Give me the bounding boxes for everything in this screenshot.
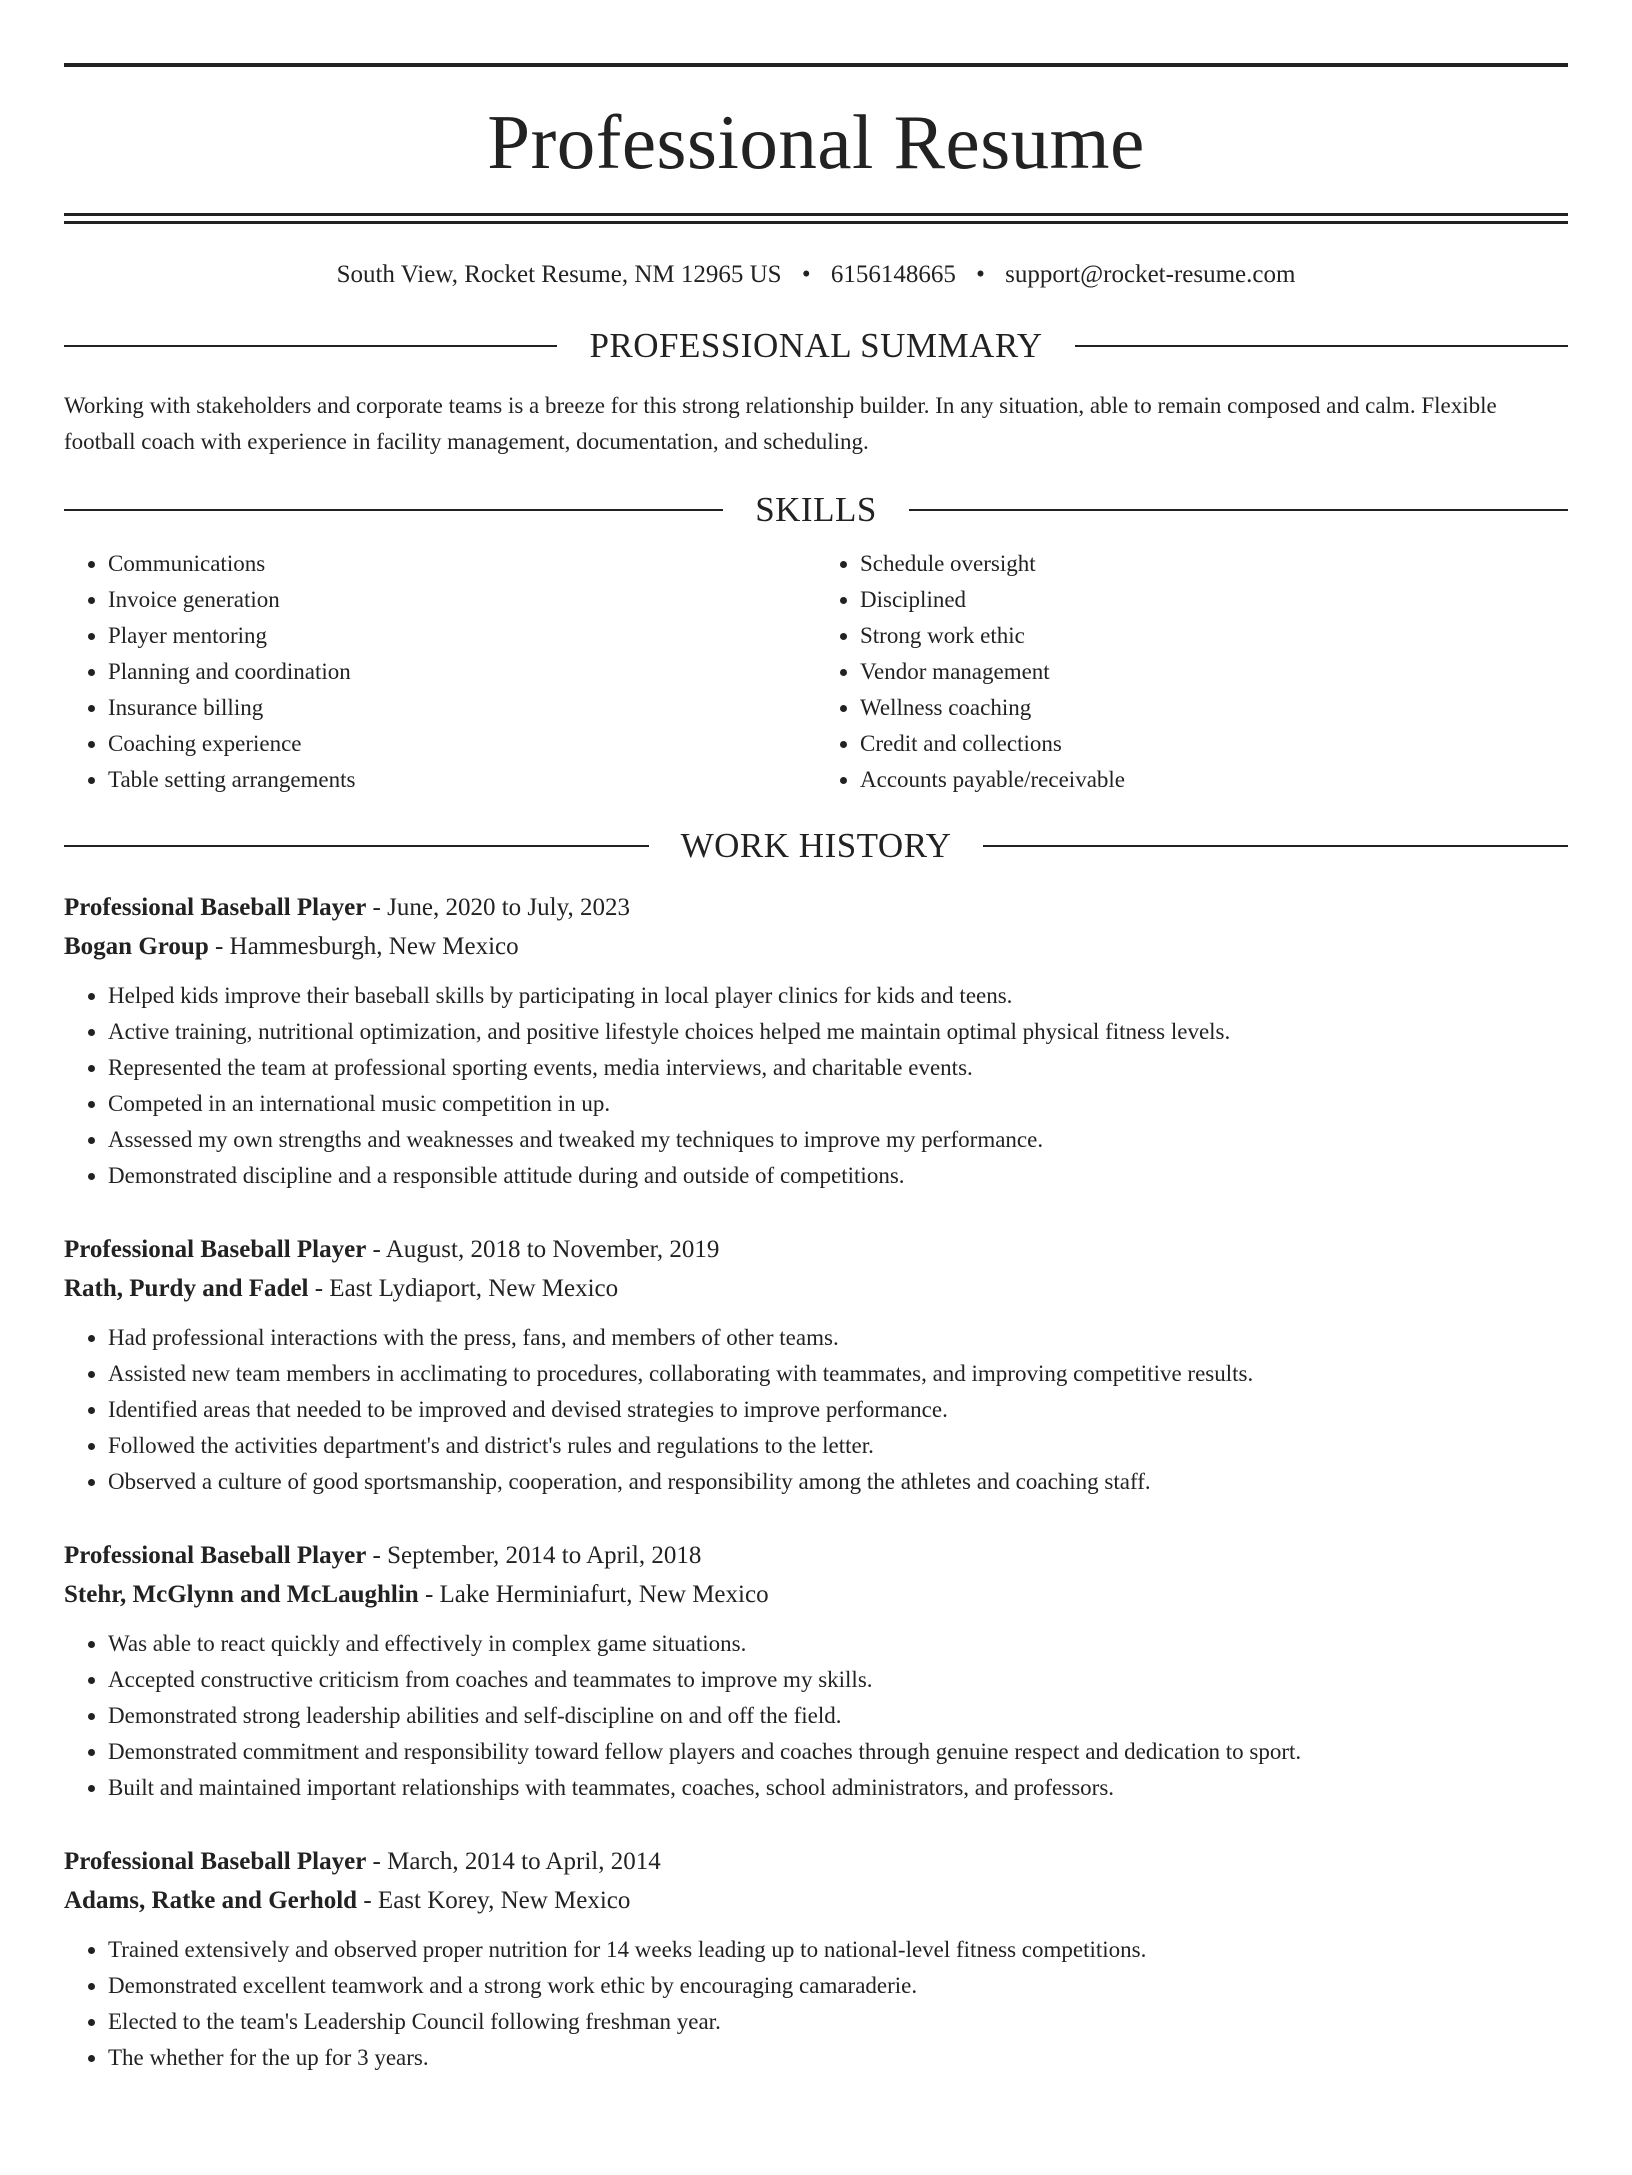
skill-item: • Planning and coordination (108, 654, 816, 690)
job-location: - East Korey, New Mexico (357, 1887, 631, 1914)
job-title-line (64, 1230, 1568, 1269)
skill-item: • Schedule oversight (860, 546, 1568, 582)
job-dates: - August, 2018 to November, 2019 (366, 1236, 720, 1263)
contact-line (64, 260, 1568, 290)
job-bullet: • Observed a culture of good sportsmanship, cooperation, and responsibility among the athletes and coaching staff. (108, 1464, 1568, 1500)
heading-rule-left (64, 345, 557, 347)
skill-item: • Credit and collections (860, 726, 1568, 762)
skills-heading-label: SKILLS (755, 490, 877, 529)
skill-item: • Disciplined (860, 582, 1568, 618)
contact-separator: • (801, 261, 811, 288)
job-location: - Hammesburgh, New Mexico (208, 933, 519, 960)
top-rule (64, 63, 1568, 67)
job-company-line (64, 927, 1568, 966)
job-bullet: • Represented the team at professional sporting events, media interviews, and charitable events. (108, 1050, 1568, 1086)
skills-section-heading (64, 490, 1568, 530)
job-bullet: • Demonstrated commitment and responsibility toward fellow players and coaches through genuine respect and dedication to sport. (108, 1734, 1568, 1770)
skill-item: • Communications (108, 546, 816, 582)
work-history-section-heading (64, 826, 1568, 866)
job-company-line (64, 1881, 1568, 1920)
job-company: Bogan Group (64, 933, 209, 960)
job-entry (64, 1230, 1568, 1500)
skill-item: • Accounts payable/receivable (860, 762, 1568, 798)
job-company-line (64, 1269, 1568, 1308)
job-company: Stehr, McGlynn and McLaughlin (64, 1581, 419, 1608)
job-title: Professional Baseball Player (64, 894, 367, 921)
job-title-line (64, 1842, 1568, 1881)
job-bullet: • Followed the activities department's and district's rules and regulations to the letter. (108, 1428, 1568, 1464)
job-company: Rath, Purdy and Fadel (64, 1275, 309, 1302)
job-bullet: • Assessed my own strengths and weaknesses and tweaked my techniques to improve my performance. (108, 1122, 1568, 1158)
job-bullets (64, 978, 1568, 1194)
contact-phone: 6156148665 (830, 261, 956, 288)
job-bullets (64, 1626, 1568, 1806)
skill-item: • Strong work ethic (860, 618, 1568, 654)
job-bullet: • Accepted constructive criticism from coaches and teammates to improve my skills. (108, 1662, 1568, 1698)
job-bullet: • Demonstrated discipline and a responsible attitude during and outside of competitions. (108, 1158, 1568, 1194)
skills-list-right (816, 546, 1568, 798)
work-history-list (64, 888, 1568, 2076)
job-bullet: • Assisted new team members in acclimating to procedures, collaborating with teammates, and improving competitive results. (108, 1356, 1568, 1392)
job-company-line (64, 1575, 1568, 1614)
job-location: - East Lydiaport, New Mexico (308, 1275, 619, 1302)
skill-item: • Invoice generation (108, 582, 816, 618)
summary-section-heading (64, 326, 1568, 366)
title-double-rule (64, 213, 1568, 224)
job-dates: - September, 2014 to April, 2018 (366, 1542, 702, 1569)
skill-item: • Table setting arrangements (108, 762, 816, 798)
job-bullet: • Built and maintained important relationships with teammates, coaches, school administrators, and professors. (108, 1770, 1568, 1806)
summary-text: Working with stakeholders and corporate teams is a breeze for this strong relationship builder. In any situation, able to remain composed and calm. Flexible football coach with experience in facility management, documentation, and scheduling. (64, 393, 1497, 454)
resume-title: Professional Resume (487, 99, 1145, 185)
resume-page (0, 63, 1632, 2175)
job-title: Professional Baseball Player (64, 1542, 367, 1569)
heading-rule-right (909, 509, 1568, 511)
job-bullet: • Active training, nutritional optimization, and positive lifestyle choices helped me maintain optimal physical fitness levels. (108, 1014, 1568, 1050)
skill-item: • Coaching experience (108, 726, 816, 762)
heading-rule-right (983, 845, 1568, 847)
skills-columns (64, 546, 1568, 798)
job-bullet: • The whether for the up for 3 years. (108, 2040, 1568, 2076)
heading-rule-left (64, 845, 649, 847)
job-title: Professional Baseball Player (64, 1848, 367, 1875)
job-entry (64, 1842, 1568, 2076)
skill-item: • Player mentoring (108, 618, 816, 654)
job-dates: - June, 2020 to July, 2023 (366, 894, 630, 921)
job-bullet: • Demonstrated strong leadership abilities and self-discipline on and off the field. (108, 1698, 1568, 1734)
job-title: Professional Baseball Player (64, 1236, 367, 1263)
job-bullet: • Was able to react quickly and effectively in complex game situations. (108, 1626, 1568, 1662)
job-bullet: • Competed in an international music competition in up. (108, 1086, 1568, 1122)
job-entry (64, 1536, 1568, 1806)
job-bullet: • Helped kids improve their baseball skills by participating in local player clinics for kids and teens. (108, 978, 1568, 1014)
heading-rule-right (1075, 345, 1568, 347)
work-history-heading-label: WORK HISTORY (680, 826, 952, 865)
job-bullet: • Had professional interactions with the press, fans, and members of other teams. (108, 1320, 1568, 1356)
skill-item: • Vendor management (860, 654, 1568, 690)
job-bullet: • Trained extensively and observed proper nutrition for 14 weeks leading up to national-level fitness competitions. (108, 1932, 1568, 1968)
skill-item: • Wellness coaching (860, 690, 1568, 726)
skills-list-left (64, 546, 816, 798)
job-title-line (64, 888, 1568, 927)
job-bullet: • Demonstrated excellent teamwork and a strong work ethic by encouraging camaraderie. (108, 1968, 1568, 2004)
skill-item: • Insurance billing (108, 690, 816, 726)
contact-separator: • (976, 261, 985, 288)
job-bullet: • Identified areas that needed to be improved and devised strategies to improve performance. (108, 1392, 1568, 1428)
job-title-line (64, 1536, 1568, 1575)
job-bullets (64, 1932, 1568, 2076)
job-bullets (64, 1320, 1568, 1500)
heading-rule-left (64, 509, 723, 511)
job-entry (64, 888, 1568, 1194)
job-dates: - March, 2014 to April, 2014 (366, 1848, 661, 1875)
contact-email: support@rocket-resume.com (1005, 261, 1296, 288)
contact-address: South View, Rocket Resume, NM 12965 US (336, 261, 782, 288)
job-location: - Lake Herminiafurt, New Mexico (418, 1581, 769, 1608)
job-company: Adams, Ratke and Gerhold (64, 1887, 358, 1914)
job-bullet: • Elected to the team's Leadership Council following freshman year. (108, 2004, 1568, 2040)
summary-heading-label: PROFESSIONAL SUMMARY (589, 326, 1043, 365)
